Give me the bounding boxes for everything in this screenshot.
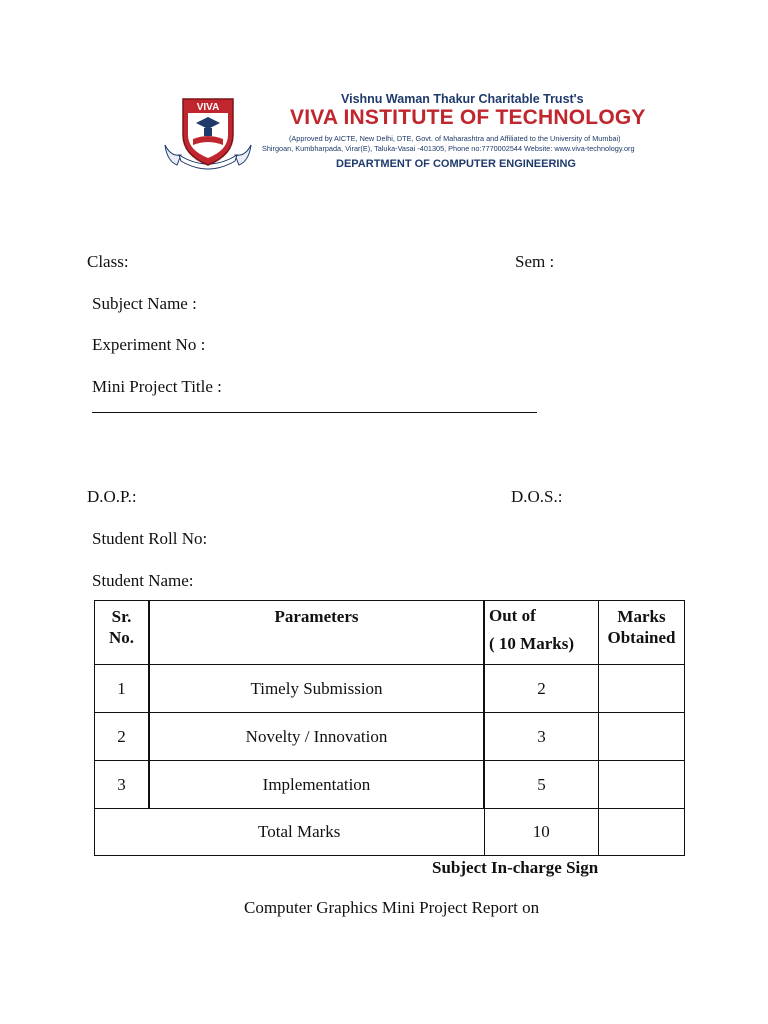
project-title-label: Mini Project Title : <box>92 377 222 396</box>
experiment-no-label: Experiment No : <box>92 335 206 354</box>
total-obtained[interactable] <box>599 809 685 856</box>
header-parameters <box>149 601 484 665</box>
table-row <box>95 713 685 761</box>
student-name-label: Student Name: <box>92 571 194 590</box>
dos-label: D.O.S.: <box>511 487 563 506</box>
sem-label: Sem : <box>515 252 555 271</box>
dop-label: D.O.P.: <box>87 487 137 506</box>
row-marks-obtained[interactable] <box>599 665 685 713</box>
total-value: 10 <box>484 809 599 856</box>
total-label: Total Marks <box>95 809 485 856</box>
row-out-of: 3 <box>484 713 599 761</box>
table-row <box>95 665 685 713</box>
address-line: Shirgoan, Kumbharpada, Virar(E), Taluka-Vasai -401305, Phone no:7770002544 Website: www.viva-technology.org <box>262 144 635 153</box>
row-parameter: Implementation <box>149 761 484 809</box>
student-roll-label: Student Roll No: <box>92 529 208 548</box>
header-sr-line1: Sr. <box>111 607 132 626</box>
row-parameter: Novelty / Innovation <box>149 713 484 761</box>
row-sr: 3 <box>95 761 150 809</box>
header-parameters-text: Parameters <box>274 607 359 626</box>
subject-incharge-sign: Subject In-charge Sign <box>432 858 599 877</box>
table-header-row <box>95 601 685 665</box>
subject-name-label: Subject Name : <box>92 294 197 313</box>
table-row <box>95 761 685 809</box>
header-obt-line2: Obtained <box>607 628 676 647</box>
header-sr-no <box>95 601 150 665</box>
row-sr: 1 <box>95 665 150 713</box>
header-obt-line1: Marks <box>617 607 666 626</box>
institute-name: VIVA INSTITUTE OF TECHNOLOGY <box>290 106 646 129</box>
header-marks-obtained <box>599 601 685 665</box>
total-row <box>95 809 685 856</box>
class-label: Class: <box>87 252 129 271</box>
row-out-of: 5 <box>484 761 599 809</box>
header-sr-line2: No. <box>108 628 135 647</box>
approval-line: (Approved by AICTE, New Delhi, DTE, Govt. of Maharashtra and Affiliated to the University of Mumbai) <box>289 134 621 143</box>
institute-logo <box>163 95 253 175</box>
header-out-line2: ( 10 Marks) <box>489 634 574 653</box>
title-underline <box>92 412 537 413</box>
header-out-of <box>484 601 599 665</box>
trust-name: Vishnu Waman Thakur Charitable Trust's <box>341 92 584 106</box>
row-out-of: 2 <box>484 665 599 713</box>
report-title-line: Computer Graphics Mini Project Report on <box>244 898 540 917</box>
row-marks-obtained[interactable] <box>599 713 685 761</box>
row-marks-obtained[interactable] <box>599 761 685 809</box>
row-parameter: Timely Submission <box>149 665 484 713</box>
header-out-line1: Out of <box>489 606 536 625</box>
department-name: DEPARTMENT OF COMPUTER ENGINEERING <box>336 158 576 170</box>
row-sr: 2 <box>95 713 150 761</box>
marks-table <box>94 600 685 856</box>
logo-text: VIVA <box>196 102 220 113</box>
